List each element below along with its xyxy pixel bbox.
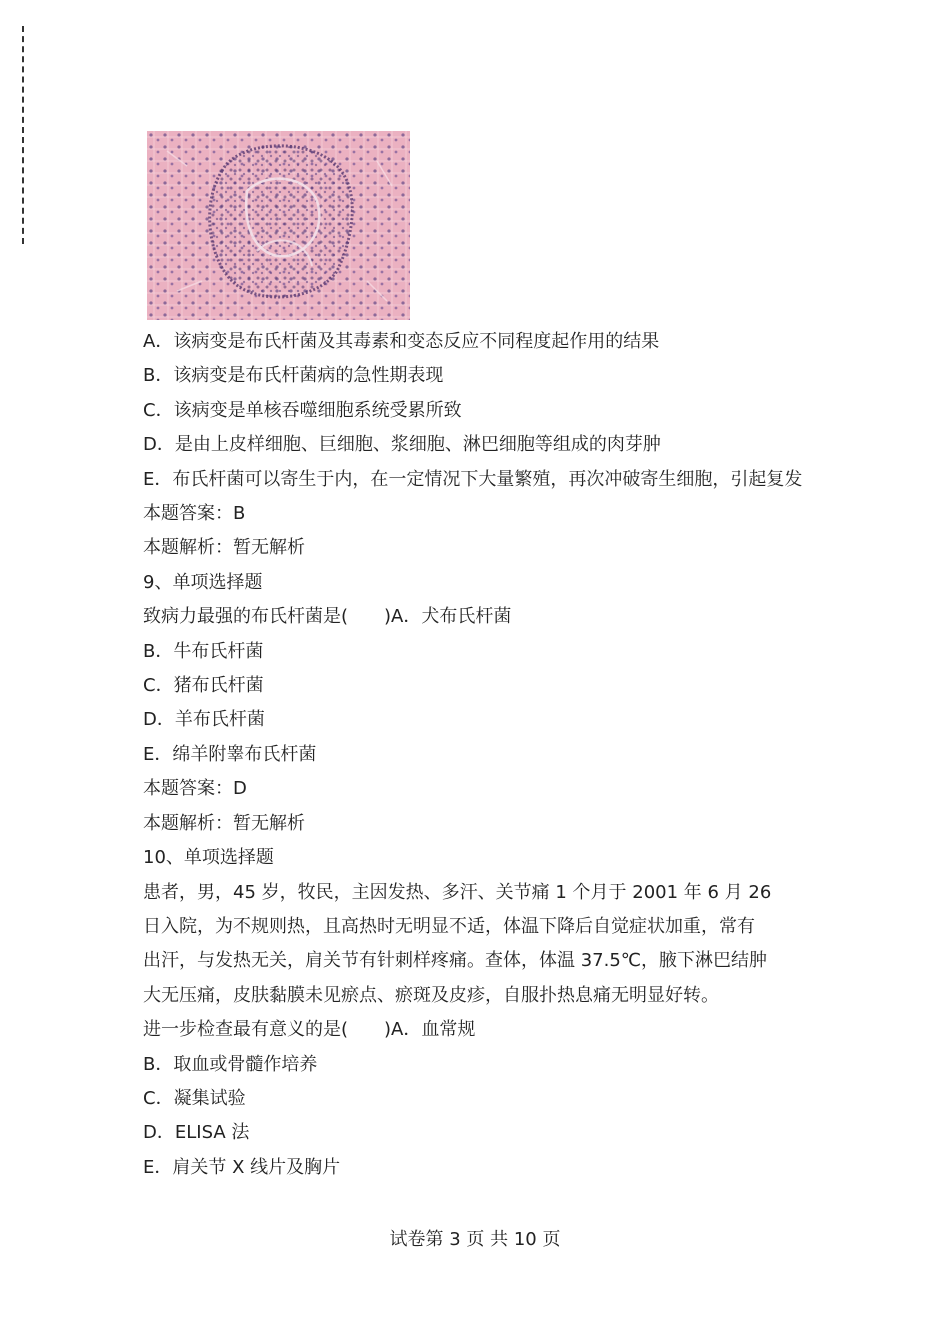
q10-case-line-4: 大无压痛，皮肤黏膜未见瘀点、瘀斑及皮疹，自服扑热息痛无明显好转。 bbox=[143, 984, 719, 1006]
q10-option-c: C．凝集试验 bbox=[143, 1087, 246, 1109]
q9-stem: 致病力最强的布氏杆菌是( )A．犬布氏杆菌 bbox=[143, 606, 512, 628]
q10-stem: 进一步检查最有意义的是( )A．血常规 bbox=[143, 1019, 476, 1041]
page-footer: 试卷第 3 页 共 10 页 bbox=[389, 1229, 561, 1250]
q8-analysis: 本题解析：暂无解析 bbox=[143, 537, 305, 559]
q8-option-a: A．该病变是布氏杆菌及其毒素和变态反应不同程度起作用的结果 bbox=[143, 331, 660, 352]
q10-option-d: D．ELISA 法 bbox=[143, 1122, 250, 1144]
q9-option-d: D．羊布氏杆菌 bbox=[143, 709, 265, 731]
q8-option-c: C．该病变是单核吞噬细胞系统受累所致 bbox=[143, 399, 462, 421]
q9-option-c: C．猪布氏杆菌 bbox=[143, 675, 264, 697]
q10-case-line-2: 日入院，为不规则热，且高热时无明显不适，体温下降后自觉症状加重，常有 bbox=[143, 915, 755, 937]
q8-option-b: B．该病变是布氏杆菌病的急性期表现 bbox=[143, 365, 444, 387]
q10-option-e: E．肩关节 X 线片及胸片 bbox=[143, 1156, 341, 1178]
q10-case-line-3: 出汗，与发热无关，肩关节有针刺样疼痛。查体，体温 37.5℃，腋下淋巴结肿 bbox=[143, 950, 768, 972]
document-body bbox=[143, 325, 833, 1185]
q9-option-b: B．牛布氏杆菌 bbox=[143, 640, 264, 662]
q8-option-d: D．是由上皮样细胞、巨细胞、浆细胞、淋巴细胞等组成的肉芽肿 bbox=[143, 434, 661, 456]
q8-option-e: E．布氏杆菌可以寄生于内，在一定情况下大量繁殖，再次冲破寄生细胞，引起复发 bbox=[143, 468, 803, 490]
q10-case-line-1: 患者，男，45 岁，牧民，主因发热、多汗、关节痛 1 个月于 2001 年 6 月 26 bbox=[143, 881, 772, 903]
q10-option-b: B．取血或骨髓作培养 bbox=[143, 1053, 318, 1075]
q10-header: 10、单项选择题 bbox=[143, 847, 274, 869]
binding-dashed-line bbox=[22, 26, 24, 244]
q9-header: 9、单项选择题 bbox=[143, 571, 263, 593]
q9-option-e: E．绵羊附睾布氏杆菌 bbox=[143, 743, 317, 765]
q9-answer: 本题答案：D bbox=[143, 778, 247, 800]
q9-analysis: 本题解析：暂无解析 bbox=[143, 812, 305, 834]
histology-image bbox=[147, 131, 410, 320]
q8-answer: 本题答案：B bbox=[143, 503, 246, 525]
